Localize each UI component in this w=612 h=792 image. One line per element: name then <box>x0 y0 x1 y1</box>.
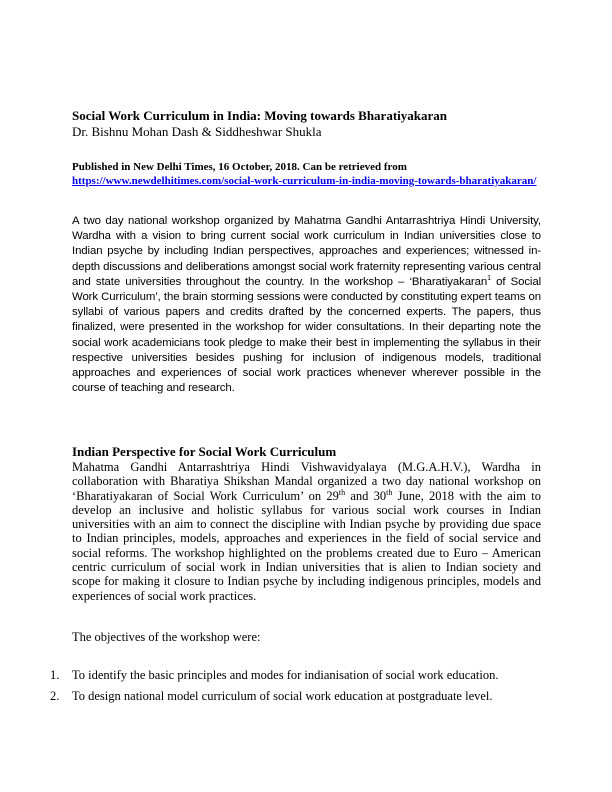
article-title: Social Work Curriculum in India: Moving towards Bharatiyakaran <box>72 108 447 123</box>
section-heading: Indian Perspective for Social Work Curriculum <box>72 444 337 459</box>
section-text-part2: and 30 <box>345 488 387 503</box>
intro-paragraph <box>72 214 541 396</box>
list-item <box>50 689 550 704</box>
publication-note <box>72 160 542 188</box>
section-text-part1: Mahatma Gandhi Antarrashtriya Hindi Vishwavidyalaya (M.G.A.H.V.), Wardha in collaboration with Bharatiya Shikshan Mandal organized a two day national workshop on ‘Bharatiyakaran of Social Work Curriculum’ on 29 <box>72 460 541 503</box>
article-authors: Dr. Bishnu Mohan Dash & Siddheshwar Shukla <box>72 124 322 139</box>
ordinal-suffix-2: th <box>386 487 393 497</box>
publication-prefix: Published in New Delhi Times, 16 October, 2018. Can be retrieved from <box>72 161 407 173</box>
source-link[interactable]: https://www.newdelhitimes.com/social-work-curriculum-in-india-moving-towards-bharatiyakaran/ <box>72 175 537 187</box>
intro-text-part2: of Social Work Curriculum’, the brain storming sessions were conducted by constituting expert teams on syllabi of various papers and credits drafted by the concerned experts. The papers, thus finalized, were presented in the workshop for wider consultations. In their departing note the social work academicians took pledge to make their best in implementing the syllabus in their respective universities besides pushing for inclusion of indigenous models, traditional approaches and experiences of social work practices whenever wherever possible in the course of teaching and research. <box>72 275 542 395</box>
objectives-list <box>50 668 550 710</box>
list-item-text: To identify the basic principles and modes for indianisation of social work education. <box>72 668 499 682</box>
section-paragraph <box>72 460 541 603</box>
intro-text-part1: A two day national workshop organized by Mahatma Gandhi Antarrashtriya Hindi University, Wardha with a vision to bring current social work curriculum in Indian universities close to Indian psyche by including Indian perspectives, approaches and experiences; witnessed in-depth discussions and deliberations amongst social work fraternity representing various central and state universities throughout the country. In the workshop – ‘Bharatiyakaran <box>72 215 541 288</box>
ordinal-suffix-1: th <box>338 487 346 497</box>
footnote-marker: 1 <box>487 275 491 283</box>
list-item-number: 2. <box>50 689 60 703</box>
list-item-number: 1. <box>50 668 60 682</box>
section-text-part3: June, 2018 with the aim to develop an inclusive and holistic syllabus for various social work courses in Indian universities with an aim to connect the discipline with Indian psyche by providing due space to Indian principles, models, approaches and experiences in the field of social service and social reforms. The workshop highlighted on the problems created due to Euro – American centric curriculum of social work in Indian universities that is alien to Indian society and scope for making it closure to Indian psyche by including indigenous principles, models and experiences of social work practices. <box>72 488 541 603</box>
list-item-text: To design national model curriculum of social work education at postgraduate level. <box>72 689 493 703</box>
objectives-intro: The objectives of the workshop were: <box>72 630 261 644</box>
list-item <box>50 668 550 683</box>
